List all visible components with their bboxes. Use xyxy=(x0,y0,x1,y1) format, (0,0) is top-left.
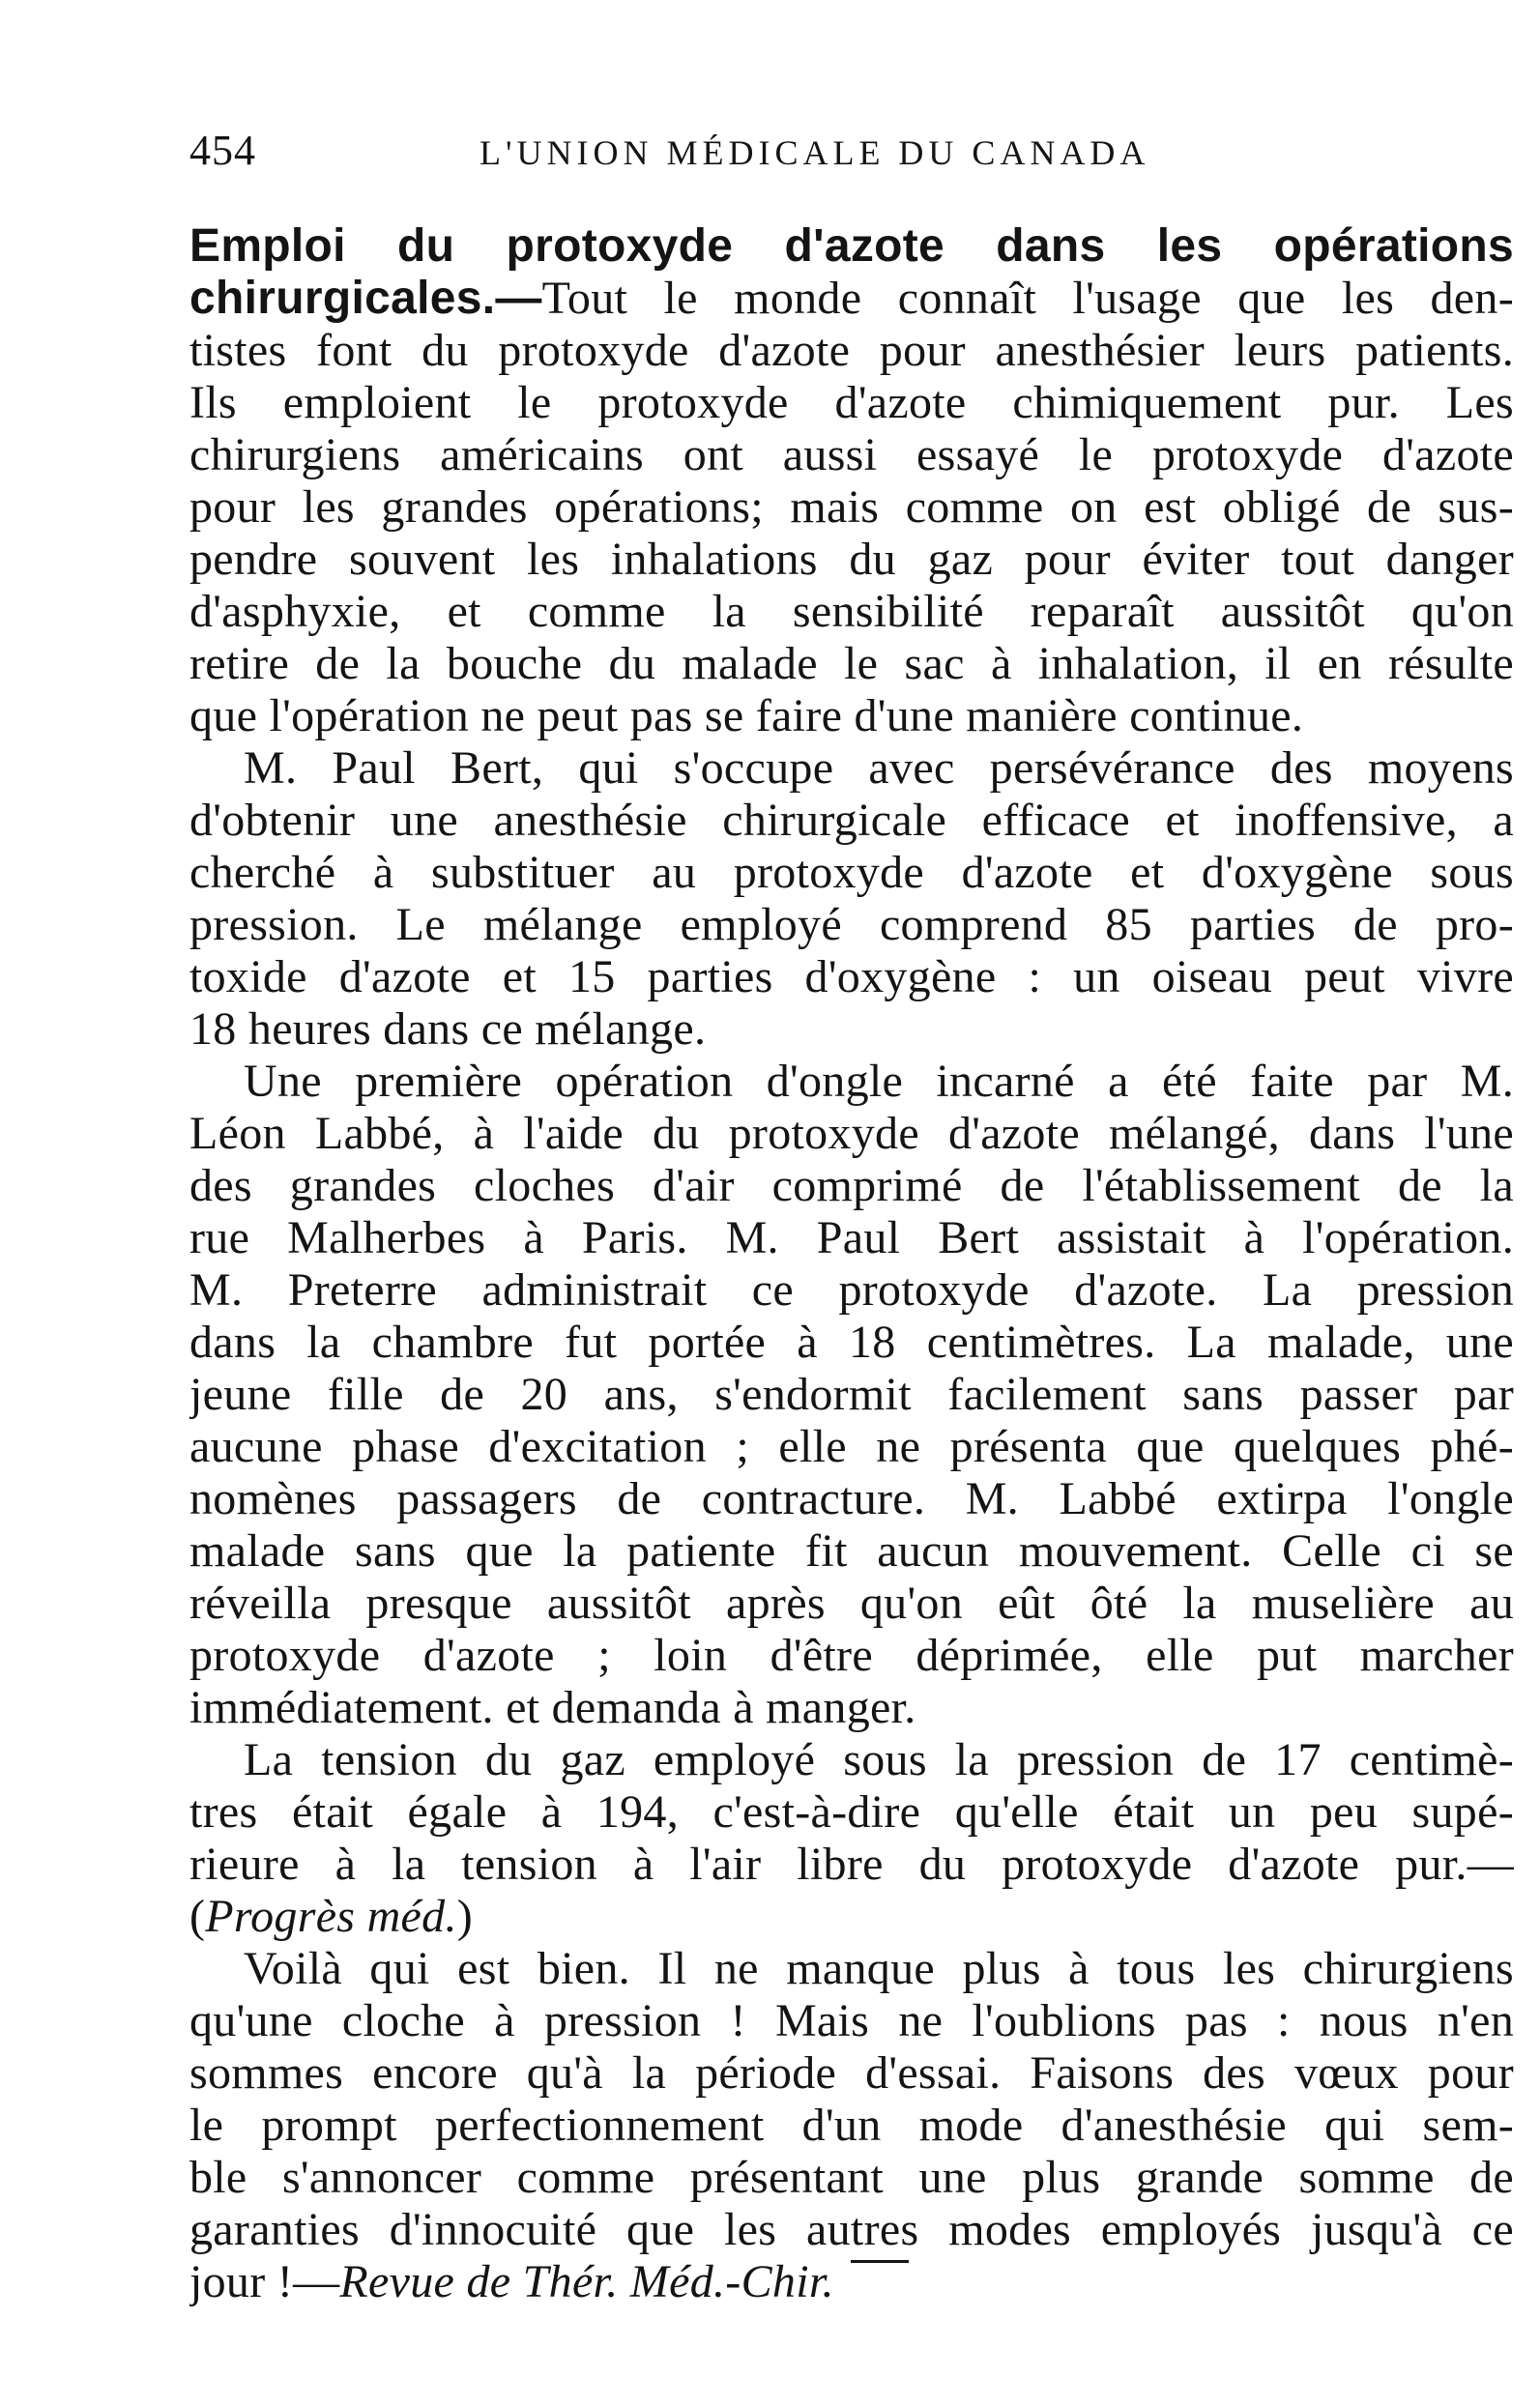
running-head: L'UNION MÉDICALE DU CANADA xyxy=(479,133,1150,172)
text-line: aucune phase d'excitation ; elle ne présenta que quelques phé- xyxy=(189,1421,1514,1472)
text-line: dans la chambre fut portée à 18 centimètres. La malade, une xyxy=(189,1317,1514,1368)
text-line: toxide d'azote et 15 parties d'oxygène : un oiseau peut vivre xyxy=(189,951,1514,1002)
text-line: protoxyde d'azote ; loin d'être déprimée, elle put marcher xyxy=(189,1630,1514,1681)
text-line: d'asphyxie, et comme la sensibilité reparaît aussitôt qu'on xyxy=(189,586,1514,637)
citation-close-paren: ) xyxy=(456,1891,474,1942)
text-line: d'obtenir une anesthésie chirurgicale efficace et inoffensive, a xyxy=(189,795,1514,846)
text-line: pression. Le mélange employé comprend 85 parties de pro- xyxy=(189,899,1514,950)
text-line: tistes font du protoxyde d'azote pour anesthésier leurs patients. xyxy=(189,325,1514,376)
text-line: pendre souvent les inhalations du gaz pour éviter tout danger xyxy=(189,534,1514,585)
text-line: retire de la bouche du malade le sac à inhalation, il en résulte xyxy=(189,638,1514,689)
article-title-end: chirurgicales.— xyxy=(189,273,542,324)
text-line-end: jour !— xyxy=(189,2256,340,2307)
text-line: sommes encore qu'à la période d'essai. Faisons des vœux pour xyxy=(189,2047,1514,2099)
text-line: réveilla presque aussitôt après qu'on eût ôté la muselière au xyxy=(189,1578,1514,1629)
text-line: des grandes cloches d'air comprimé de l'établissement de la xyxy=(189,1160,1514,1211)
source-citation-line xyxy=(189,2256,1514,2308)
text-line: jeune fille de 20 ans, s'endormit facilement sans passer par xyxy=(189,1369,1514,1420)
text-line: M. Paul Bert, qui s'occupe avec persévérance des moyens xyxy=(244,742,1514,794)
text-line: que l'opération ne peut pas se faire d'une manière continue. xyxy=(189,690,1304,741)
text-line: Ils emploient le protoxyde d'azote chimiquement pur. Les xyxy=(189,377,1514,428)
text-line: ble s'annoncer comme présentant une plus grande somme de xyxy=(189,2152,1514,2203)
paragraph-4 xyxy=(189,1734,1514,1943)
text-line: Voilà qui est bien. Il ne manque plus à tous les chirurgiens xyxy=(244,1943,1514,1994)
text-line: Léon Labbé, à l'aide du protoxyde d'azote mélangé, dans l'une xyxy=(189,1108,1514,1159)
text-line: rue Malherbes à Paris. M. Paul Bert assistait à l'opération. xyxy=(189,1212,1514,1263)
article-title: Emploi du protoxyde d'azote dans les opérations xyxy=(189,220,1514,272)
source-citation: Progrès méd. xyxy=(205,1891,457,1942)
text-line: cherché à substituer au protoxyde d'azote et d'oxygène sous xyxy=(189,847,1514,898)
text-line: malade sans que la patiente fit aucun mouvement. Celle ci se xyxy=(189,1525,1514,1577)
source-citation: Revue de Thér. Méd.-Chir. xyxy=(339,2256,834,2307)
text-line: La tension du gaz employé sous la pression de 17 centimè- xyxy=(244,1734,1514,1785)
text-line: le prompt perfectionnement d'un mode d'anesthésie qui sem- xyxy=(189,2100,1514,2151)
paragraph-2 xyxy=(189,742,1514,1056)
paragraph-1-start: Tout le monde connaît l'usage que les den- xyxy=(541,273,1514,324)
paragraph-1 xyxy=(189,325,1514,742)
page-header xyxy=(189,122,1514,180)
text-line: Une première opération d'ongle incarné a été faite par M. xyxy=(244,1056,1514,1107)
citation-open-paren: ( xyxy=(189,1891,206,1942)
text-line: chirurgiens américains ont aussi essayé le protoxyde d'azote xyxy=(189,429,1514,480)
footer-rule xyxy=(851,2260,909,2263)
article-body xyxy=(189,220,1514,2308)
paragraph-3 xyxy=(189,1056,1514,1734)
text-line: 18 heures dans ce mélange. xyxy=(189,1003,707,1055)
text-line: pour les grandes opérations; mais comme on est obligé de sus- xyxy=(189,481,1514,533)
text-line: M. Preterre administrait ce protoxyde d'azote. La pression xyxy=(189,1264,1514,1316)
text-line: garanties d'innocuité que les autres modes employés jusqu'à ce xyxy=(189,2204,1514,2255)
text-line: nomènes passagers de contracture. M. Labbé extirpa l'ongle xyxy=(189,1473,1514,1524)
text-line: rieure à la tension à l'air libre du protoxyde d'azote pur.— xyxy=(189,1839,1514,1890)
text-line: qu'une cloche à pression ! Mais ne l'oublions pas : nous n'en xyxy=(189,1995,1514,2046)
text-line: immédiatement. et demanda à manger. xyxy=(189,1682,916,1733)
source-citation-line xyxy=(189,1891,1514,1943)
text-line: tres était égale à 194, c'est-à-dire qu'elle était un peu supé- xyxy=(189,1786,1514,1838)
title-continuation-line xyxy=(189,273,1514,325)
page-number: 454 xyxy=(189,127,256,174)
paragraph-5 xyxy=(189,1943,1514,2308)
